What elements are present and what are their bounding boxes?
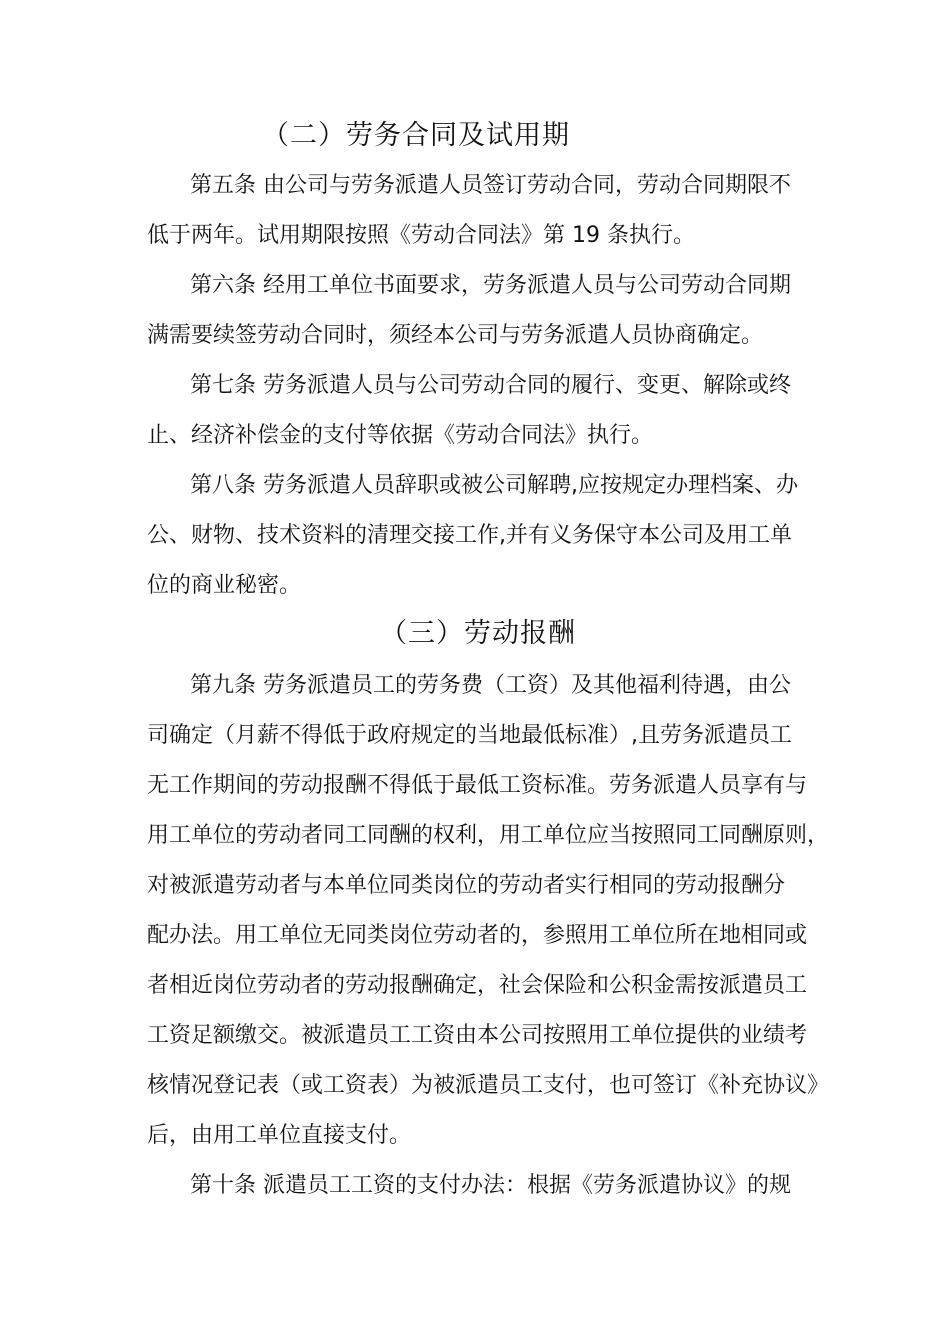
paragraph-line: 公、财物、技术资料的清理交接工作,并有义务保守本公司及用工单: [147, 523, 792, 548]
paragraph-line: 第十条 派遣员工工资的支付办法：根据《劳务派遣协议》的规: [190, 1173, 791, 1198]
paragraph-line: 配办法。用工单位无同类岗位劳动者的，参照用工单位所在地相同或: [147, 923, 808, 948]
paragraph-line: 工资足额缴交。被派遣员工工资由本公司按照用工单位提供的业绩考: [147, 1023, 808, 1048]
paragraph-line: 者相近岗位劳动者的劳动报酬确定，社会保险和公积金需按派遣员工: [147, 973, 808, 998]
paragraph-line: 核情况登记表（或工资表）为被派遣员工支付，也可签订《补充协议》: [147, 1073, 830, 1098]
paragraph-line: 第九条 劳务派遣员工的劳务费（工资）及其他福利待遇，由公: [190, 673, 791, 698]
paragraph-line: 第八条 劳务派遣人员辞职或被公司解聘,应按规定办理档案、办: [190, 473, 798, 498]
paragraph-line: 位的商业秘密。: [147, 573, 302, 598]
section-heading-remuneration: （三）劳动报酬: [380, 618, 576, 649]
paragraph-line: 无工作期间的劳动报酬不得低于最低工资标准。劳务派遣人员享有与: [147, 773, 808, 798]
paragraph-line: 满需要续签劳动合同时，须经本公司与劳务派遣人员协商确定。: [147, 323, 764, 348]
paragraph-line: 低于两年。试用期限按照《劳动合同法》第 19 条执行。: [147, 223, 695, 248]
paragraph-line: 后，由用工单位直接支付。: [147, 1123, 412, 1148]
paragraph-line: 第六条 经用工单位书面要求，劳务派遣人员与公司劳动合同期: [190, 273, 791, 298]
paragraph-line: 对被派遣劳动者与本单位同类岗位的劳动者实行相同的劳动报酬分: [147, 873, 786, 898]
paragraph-line: 司确定（月薪不得低于政府规定的当地最低标准）,且劳务派遣员工: [147, 723, 792, 748]
paragraph-line: 用工单位的劳动者同工同酬的权利，用工单位应当按照同工同酬原则，: [147, 823, 830, 848]
section-heading-labor-contract: （二）劳务合同及试用期: [262, 120, 570, 151]
paragraph-line: 第五条 由公司与劳务派遣人员签订劳动合同，劳动合同期限不: [190, 173, 791, 198]
paragraph-line: 第七条 劳务派遣人员与公司劳动合同的履行、变更、解除或终: [190, 373, 791, 398]
paragraph-line: 止、经济补偿金的支付等依据《劳动合同法》执行。: [147, 423, 654, 448]
